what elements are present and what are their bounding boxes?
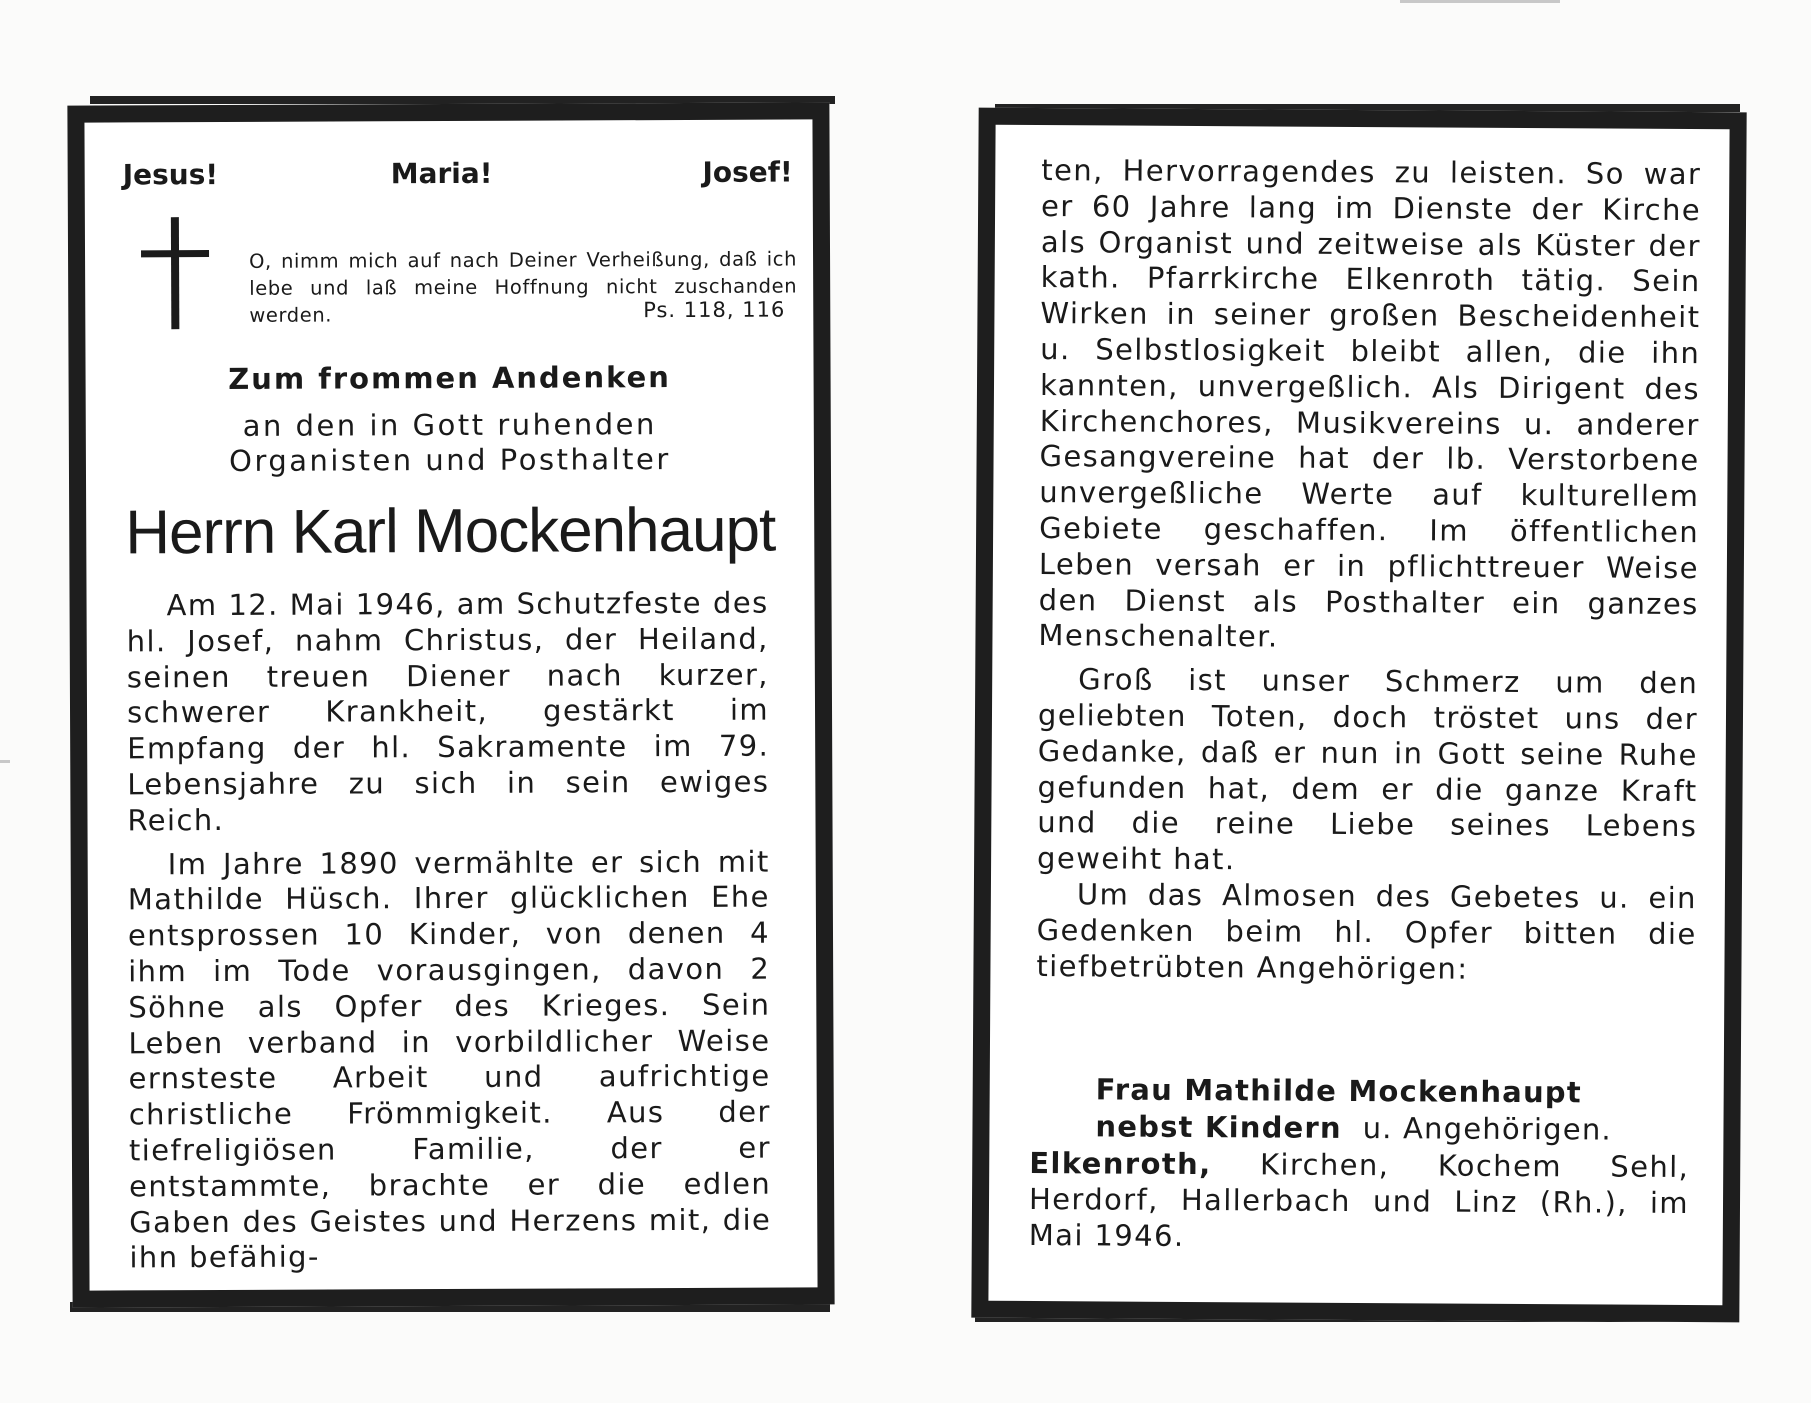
prayer-request: Um das Almosen des Gebetes u. ein Gedenken beim hl. Opfer bitten die tiefbetrübten Angehörigen: (1036, 877, 1697, 986)
paper-scuff (0, 760, 10, 763)
mourner-name: Frau Mathilde Mockenhaupt (1095, 1072, 1582, 1110)
places-and-date: Kirchen, Kochem Sehl, Herdorf, Hallerbach und Linz (Rh.), im Mai 1946. (1028, 1147, 1690, 1253)
place-and-date (1029, 1145, 1690, 1257)
obituary-text-left (126, 586, 771, 1277)
obituary-paragraph: ten, Hervorragendes zu leisten. So war er 60 Jahre lang im Dienste der Kirche als Organist und zeitweise als Küster der kath. Pfarrkirche Elkenroth tätig. Sein Wirken in seiner großen Bescheidenheit u. Selbstlosigkeit bleibt allen, die ihn kannten, unvergeßlich. Als Dirigent des Kirchenchores, Musikvereins u. anderer Gesangvereine hat der lb. Verstorbene unvergeßliche Werte auf kulturellem Gebiete geschaffen. Im öffentlichen Leben versah er in pflichttreuer Weise den Dienst als Posthalter ein ganzes Menschenalter. (1038, 153, 1702, 654)
scripture-verse: O, nimm mich auf nach Deiner Verheißung, daß ich lebe und laß meine Hoffnung nicht zuschanden werden. (249, 247, 798, 327)
paper-scuff (1400, 0, 1560, 3)
memorial-card-front (67, 102, 834, 1307)
memorial-card-back (971, 108, 1746, 1323)
invocation-line (123, 156, 793, 199)
deceased-name: Herrn Karl Mockenhaupt (125, 495, 776, 568)
cross-icon-arm (141, 250, 209, 257)
obituary-paragraph: Im Jahre 1890 vermählte er sich mit Mathilde Hüsch. Ihrer glücklichen Ehe entsprossen 10 Kinder, von denen 4 ihm im Tode vorausgingen, davon 2 Söhne als Opfer des Krieges. Sein Leben verband in vorbildlicher Weise ernsteste Arbeit und aufrichtige christliche Frömmigkeit. Aus der tiefreligiösen Familie, der er entstammte, brachte er die edlen Gaben des Geistes und Herzens mit, die ihn befähig- (127, 844, 772, 1275)
cross-icon (171, 217, 179, 329)
memorial-headline: Zum frommen Andenken (228, 360, 671, 396)
place-name: Elkenroth, (1029, 1145, 1212, 1182)
invocation-josef: Josef! (702, 155, 793, 189)
obituary-paragraph: Groß ist unser Schmerz um den geliebten Toten, doch tröstet uns der Gedanke, daß er nun in Gott seine Ruhe gefunden hat, dem er die ganze Kraft und die reine Liebe seines Lebens geweiht hat. (1037, 662, 1699, 877)
mourner-relatives: u. Angehörigen. (1362, 1111, 1612, 1147)
memorial-subline: an den in Gott ruhenden (242, 407, 657, 443)
invocation-maria: Maria! (390, 156, 493, 191)
scripture-reference: Ps. 118, 116 (643, 297, 786, 323)
mourner-family: nebst Kindern (1095, 1109, 1342, 1145)
mourners-signature (1095, 1071, 1695, 1149)
obituary-paragraph: Am 12. Mai 1946, am Schutzfeste des hl. Josef, nahm Christus, der Heiland, seinen treuen Diener nach kurzer, schwerer Krankheit, gestärkt im Empfang der hl. Sakramente im 79. Lebensjahre zu sich in sein ewiges Reich. (126, 585, 770, 838)
memorial-subline: Organisten und Posthalter (229, 442, 671, 478)
obituary-text-right (1036, 153, 1701, 988)
invocation-jesus: Jesus! (122, 158, 219, 192)
